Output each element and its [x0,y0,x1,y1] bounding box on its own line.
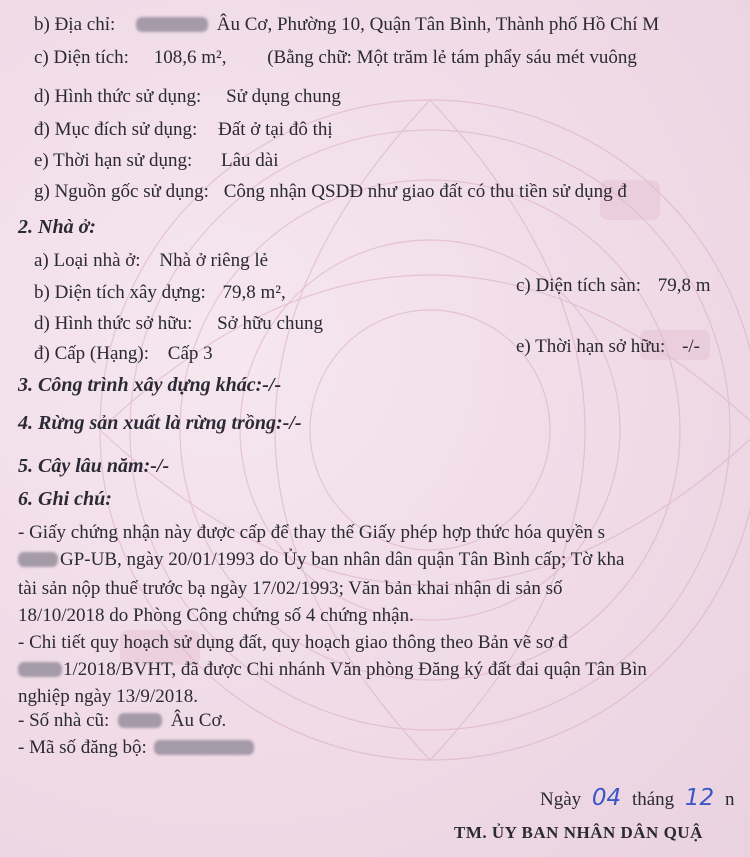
redacted-block [154,740,254,755]
handwritten-month: 12 [684,785,715,811]
house-build-area: b) Diện tích xây dựng: 79,8 m², [34,282,286,303]
signatory-title: TM. ỦY BAN NHÂN DÂN QUẬ [454,823,703,842]
land-use-form: d) Hình thức sử dụng: Sử dụng chung [34,86,341,107]
note-2-line-1: - Chi tiết quy hoạch sử dụng đất, quy hoạch giao thông theo Bản vẽ sơ đ [18,632,568,653]
note-1-line-4: 18/10/2018 do Phòng Công chứng số 4 chứng nhận. [18,605,414,626]
note-2-line-3: nghiệp ngày 13/9/2018. [18,686,198,707]
redacted-block [18,662,62,677]
note-2-line-2: 1/2018/BVHT, đã được Chi nhánh Văn phòng Đăng ký đất đai quận Tân Bìn [18,659,647,681]
land-address: b) Địa chỉ: Âu Cơ, Phường 10, Quận Tân Bình, Thành phố Hồ Chí M [34,14,660,35]
note-1-line-3: tài sản nộp thuế trước bạ ngày 17/02/1993; Văn bản khai nhận di sản số [18,578,563,599]
forest-heading: 4. Rừng sản xuất là rừng trồng:-/- [18,412,302,434]
handwritten-day: 04 [591,785,622,811]
issue-date: Ngày 04 tháng 12 n [540,785,735,811]
note-1-line-2: GP-UB, ngày 20/01/1993 do Ủy ban nhân dân quận Tân Bình cấp; Tờ kha [18,549,625,571]
land-use-origin: g) Nguồn gốc sử dụng: Công nhận QSDĐ như giao đất có thu tiền sử dụng đ [34,181,627,202]
house-type: a) Loại nhà ở: Nhà ở riêng lẻ [34,250,269,271]
registration-code: - Mã số đăng bộ: [18,737,254,759]
land-area: c) Diện tích: 108,6 m², (Bằng chữ: Một trăm lẻ tám phẩy sáu mét vuông [34,47,637,68]
perennial-heading: 5. Cây lâu năm:-/- [18,455,170,477]
redacted-block [118,713,162,728]
notes-heading: 6. Ghi chú: [18,488,112,510]
redacted-block [18,552,58,567]
land-use-purpose: đ) Mục đích sử dụng: Đất ở tại đô thị [34,119,333,140]
note-1-line-1: - Giấy chứng nhận này được cấp để thay thế Giấy phép hợp thức hóa quyền s [18,522,606,543]
house-floor-area: c) Diện tích sàn: 79,8 m [516,275,711,296]
house-ownership-term: e) Thời hạn sở hữu: -/- [516,336,700,357]
house-heading: 2. Nhà ở: [18,216,96,238]
house-ownership-form: d) Hình thức sở hữu: Sở hữu chung [34,313,323,334]
redacted-block [136,17,208,32]
land-use-term: e) Thời hạn sử dụng: Lâu dài [34,150,279,171]
other-works-heading: 3. Công trình xây dựng khác:-/- [18,374,282,396]
house-grade: đ) Cấp (Hạng): Cấp 3 [34,343,213,364]
old-house-number: - Số nhà cũ: Âu Cơ. [18,710,227,731]
